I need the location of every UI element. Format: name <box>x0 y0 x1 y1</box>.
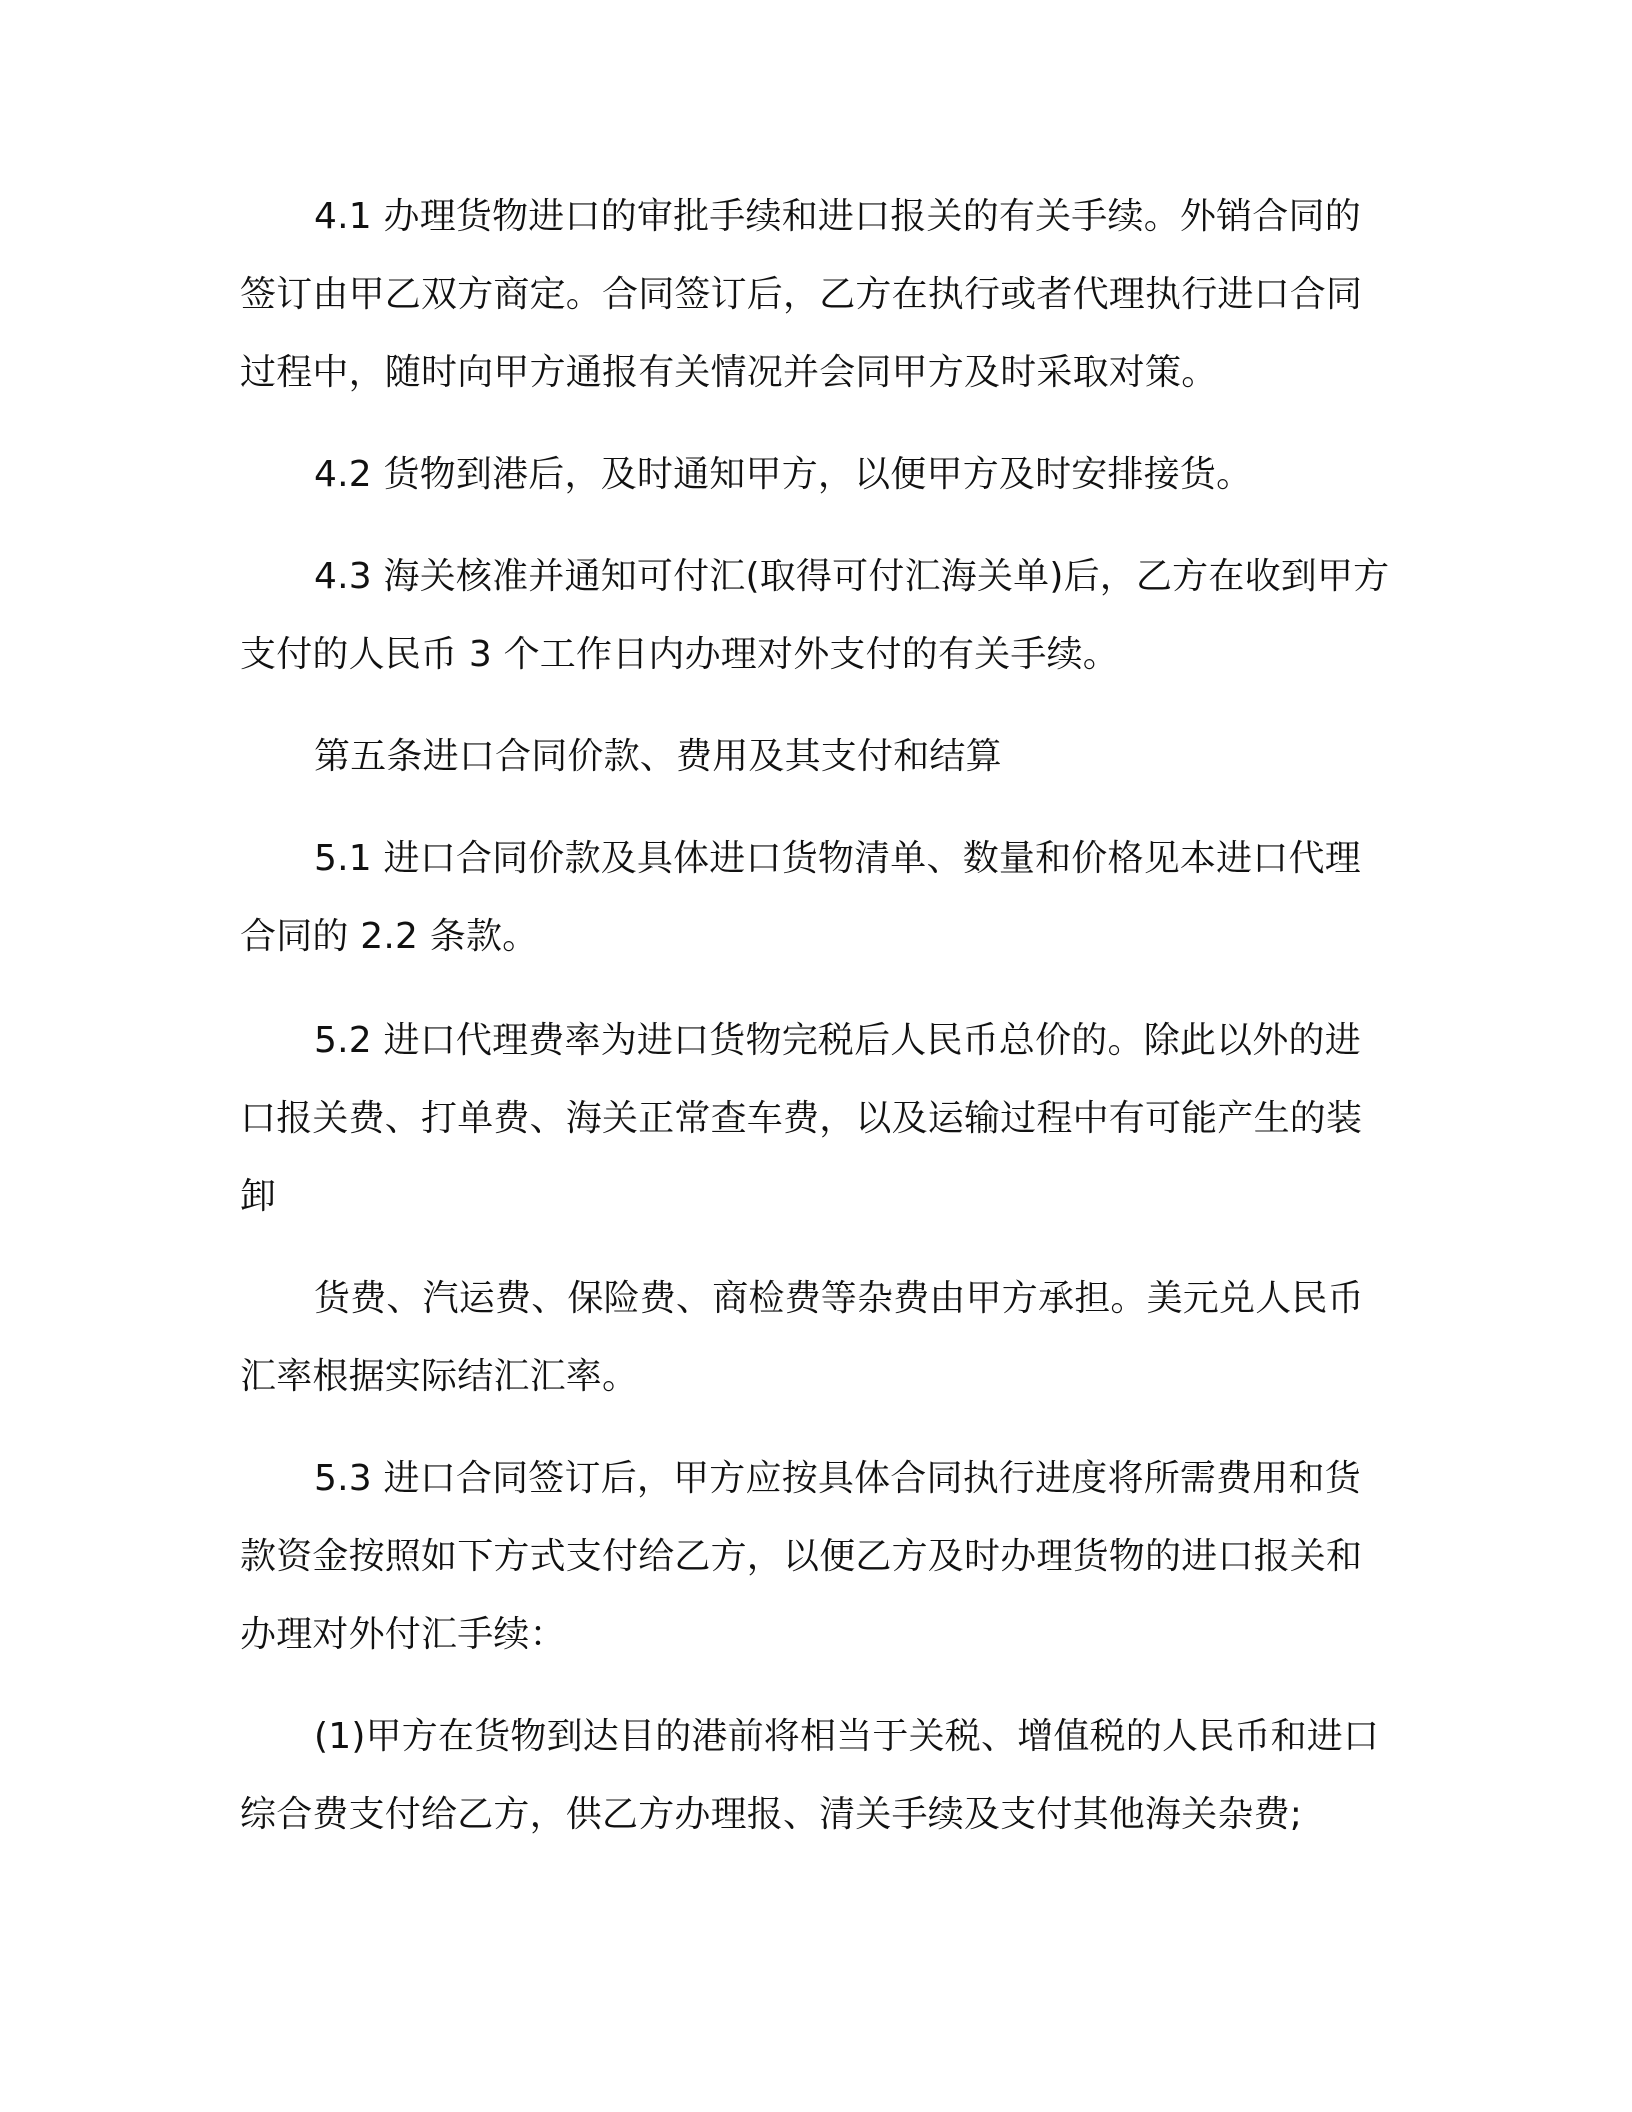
paragraph-4-3: 4.3 海关核准并通知可付汇(取得可付汇海关单)后，乙方在收到甲方支付的人民币 3 个工作日内办理对外支付的有关手续。 <box>240 556 1390 675</box>
paragraph-5-3-item-1: (1)甲方在货物到达目的港前将相当于关税、增值税的人民币和进口综合费支付给乙方，供乙方办理报、清关手续及支付其他海关杂费; <box>240 1716 1380 1835</box>
paragraph-5-2-continued: 货费、汽运费、保险费、商检费等杂费由甲方承担。美元兑人民币汇率根据实际结汇汇率。 <box>240 1278 1364 1397</box>
paragraph-5-3: 5.3 进口合同签订后，甲方应按具体合同执行进度将所需费用和货款资金按照如下方式支付给乙方，以便乙方及时办理货物的进口报关和办理对外付汇手续： <box>240 1458 1363 1655</box>
section-heading-article-5: 第五条进口合同价款、费用及其支付和结算 <box>314 736 1002 777</box>
paragraph-5-1: 5.1 进口合同价款及具体进口货物清单、数量和价格见本进口代理合同的 2.2 条款。 <box>240 838 1361 957</box>
paragraph-5-2: 5.2 进口代理费率为进口货物完税后人民币总价的。除此以外的进口报关费、打单费、海关正常查车费，以及运输过程中有可能产生的装卸 <box>240 1020 1363 1217</box>
paragraph-4-2: 4.2 货物到港后，及时通知甲方，以便甲方及时安排接货。 <box>314 454 1253 495</box>
paragraph-4-1: 4.1 办理货物进口的审批手续和进口报关的有关手续。外销合同的签订由甲乙双方商定。合同签订后，乙方在执行或者代理执行进口合同过程中，随时向甲方通报有关情况并会同甲方及时采取对策。 <box>240 196 1363 393</box>
